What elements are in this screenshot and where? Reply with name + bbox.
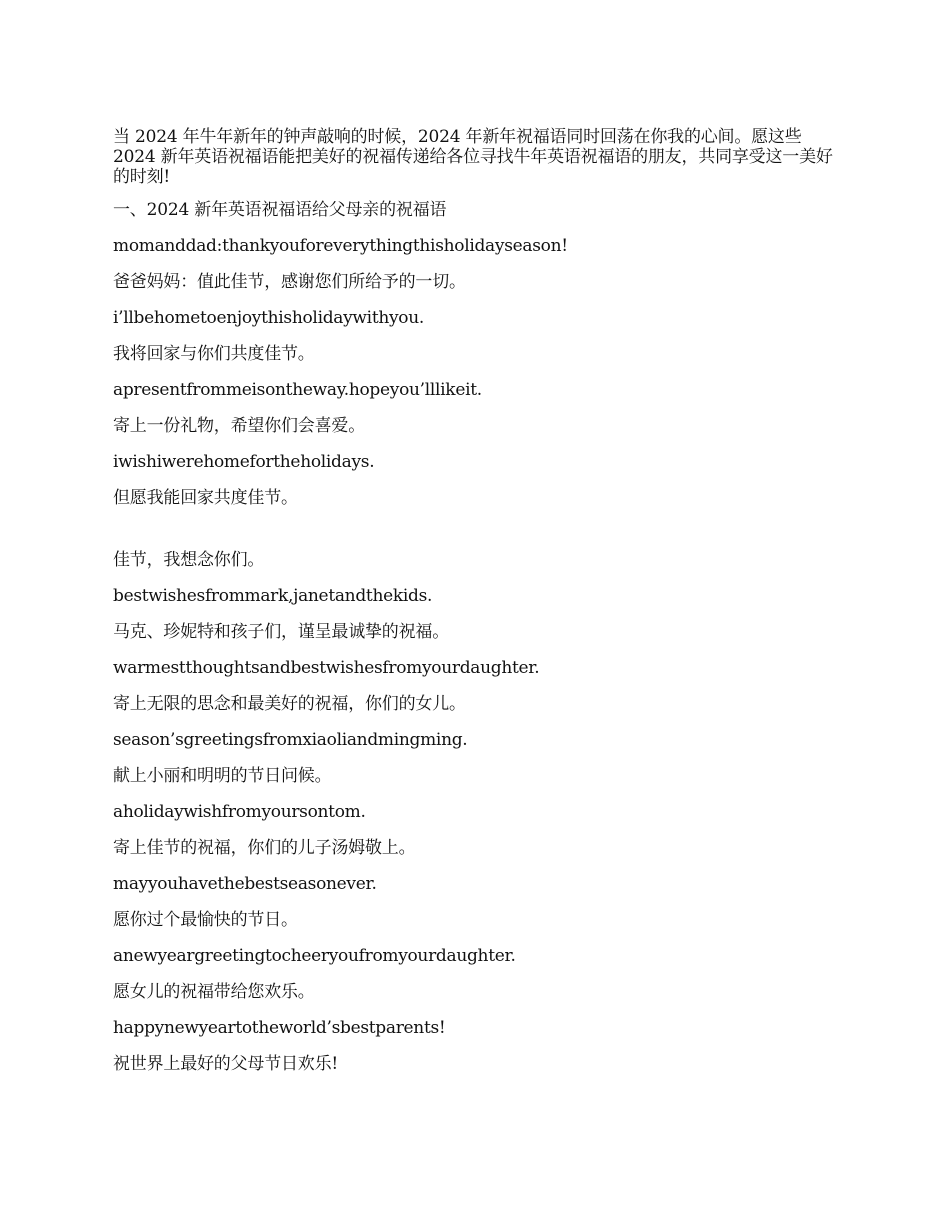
greeting-english: momanddad:thankyouforeverythingthisholidayseason! [113,236,568,256]
greeting-english: aholidaywishfromyoursontom. [113,802,366,822]
greeting-english: iwishiwerehomefortheholidays. [113,452,375,472]
greeting-chinese: 愿女儿的祝福带给您欢乐。 [113,982,315,1002]
greeting-chinese: 但愿我能回家共度佳节。 [113,488,298,508]
greeting-english: i’llbehometoenjoythisholidaywithyou. [113,308,424,328]
greeting-english: season’sgreetingsfromxiaoliandmingming. [113,730,468,750]
greeting-english: apresentfrommeisontheway.hopeyou’lllikeit. [113,380,482,400]
greeting-chinese: 祝世界上最好的父母节日欢乐! [113,1054,339,1074]
paragraph-gap [113,524,835,550]
greeting-chinese: 马克、珍妮特和孩子们，谨呈最诚挚的祝福。 [113,622,449,642]
greeting-english: anewyeargreetingtocheeryoufromyourdaughter. [113,946,516,966]
greeting-english: happynewyeartotheworld’sbestparents! [113,1018,446,1038]
greeting-chinese: 爸爸妈妈：值此佳节，感谢您们所给予的一切。 [113,272,466,292]
greeting-english: mayyouhavethebestseasonever. [113,874,377,894]
intro-paragraph: 当 2024 年牛年新年的钟声敲响的时候，2024 年新年祝福语同时回荡在你我的心间。愿这些 2024 新年英语祝福语能把美好的祝福传递给各位寻找牛年英语祝福语的朋友，共同享受这一美好的时刻! [113,127,833,187]
section-heading: 一、2024 新年英语祝福语给父母亲的祝福语 [113,200,447,220]
document-page [113,127,835,1090]
greeting-english: bestwishesfrommark,janetandthekids. [113,586,433,606]
greeting-chinese: 佳节，我想念你们。 [113,550,265,570]
greeting-chinese: 寄上无限的思念和最美好的祝福，你们的女儿。 [113,694,466,714]
greeting-chinese: 寄上一份礼物，希望你们会喜爱。 [113,416,365,436]
greeting-english: warmestthoughtsandbestwishesfromyourdaughter. [113,658,540,678]
greeting-chinese: 寄上佳节的祝福，你们的儿子汤姆敬上。 [113,838,416,858]
greeting-chinese: 愿你过个最愉快的节日。 [113,910,298,930]
greeting-chinese: 献上小丽和明明的节日问候。 [113,766,332,786]
greeting-chinese: 我将回家与你们共度佳节。 [113,344,315,364]
